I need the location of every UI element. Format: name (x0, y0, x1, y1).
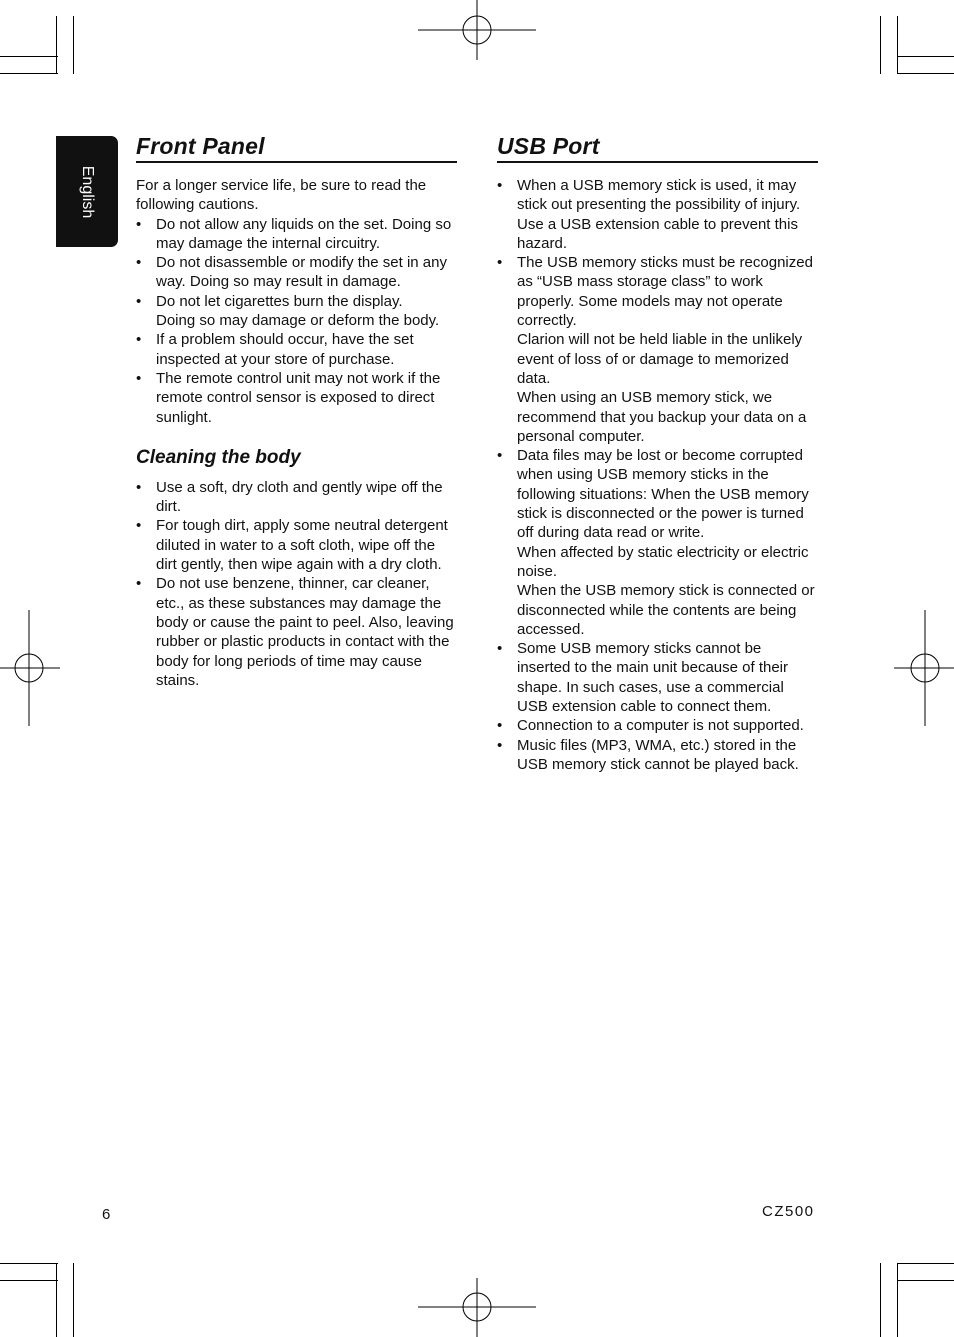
list-item: • Some USB memory sticks cannot be inserted to the main unit because of their shape. In such cases, use a commercial USB extension cable to connect them. (497, 639, 818, 716)
crop-mark (56, 1263, 57, 1337)
crop-mark (0, 1263, 58, 1264)
crop-mark (73, 1263, 74, 1337)
list-item: • Do not use benzene, thinner, car cleaner, etc., as these substances may damage the body or cause the paint to peel. Also, leaving rubber or plastic products in contact with the body for long periods of time may cause stains. (136, 574, 457, 690)
list-item: • The USB memory sticks must be recognized as “USB mass storage class” to work properly. Some models may not operate correctly. Clarion will not be held liable in the unlikely event of loss of or damage to memorized data. When using an USB memory stick, we recommend that you backup your data on a personal computer. (497, 253, 818, 446)
language-tab-label: English (79, 165, 96, 218)
list-item: • Do not allow any liquids on the set. Doing so may damage the internal circuitry. (136, 215, 457, 254)
list-item: • For tough dirt, apply some neutral detergent diluted in water to a soft cloth, wipe off the dirt gently, then wipe again with a dry cloth. (136, 516, 457, 574)
crop-mark (0, 56, 58, 57)
usb-port-list (497, 176, 818, 774)
crop-mark (897, 56, 954, 57)
registration-mark-icon (0, 610, 60, 726)
front-panel-intro: For a longer service life, be sure to read the following cautions. (136, 177, 427, 214)
crop-mark (56, 16, 57, 74)
page-number: 6 (102, 1206, 111, 1223)
list-item: • If a problem should occur, have the set inspected at your store of purchase. (136, 330, 457, 369)
crop-mark (897, 73, 954, 74)
list-item: • Do not disassemble or modify the set in any way. Doing so may result in damage. (136, 253, 457, 292)
list-item: • Do not let cigarettes burn the display. Doing so may damage or deform the body. (136, 292, 457, 331)
list-item: • Connection to a computer is not supported. (497, 716, 818, 735)
list-item: • When a USB memory stick is used, it may stick out presenting the possibility of injury. Use a USB extension cable to prevent this hazard. (497, 176, 818, 253)
crop-mark (73, 16, 74, 74)
list-item: • Use a soft, dry cloth and gently wipe off the dirt. (136, 478, 457, 517)
crop-mark (897, 1263, 898, 1337)
cleaning-list (136, 478, 457, 690)
usb-port-heading: USB Port (497, 132, 818, 163)
crop-mark (897, 1280, 954, 1281)
crop-mark (897, 16, 898, 74)
right-column (497, 132, 818, 774)
crop-mark (880, 1263, 881, 1337)
front-panel-list (136, 215, 457, 427)
list-item: • Music files (MP3, WMA, etc.) stored in the USB memory stick cannot be played back. (497, 736, 818, 775)
language-tab (56, 136, 118, 247)
registration-mark-icon (418, 1278, 536, 1337)
cleaning-heading: Cleaning the body (136, 446, 301, 468)
left-column (136, 132, 457, 690)
list-item: • The remote control unit may not work if the remote control sensor is exposed to direct sunlight. (136, 369, 457, 427)
crop-mark (880, 16, 881, 74)
registration-mark-icon (418, 0, 536, 60)
front-panel-heading: Front Panel (136, 132, 457, 163)
crop-mark (0, 1280, 58, 1281)
crop-mark (897, 1263, 954, 1264)
crop-mark (0, 73, 58, 74)
registration-mark-icon (894, 610, 954, 726)
model-name: CZ500 (762, 1203, 815, 1220)
list-item: • Data files may be lost or become corrupted when using USB memory sticks in the following situations: When the USB memory stick is disconnected or the power is turned off during data read or write. When affected by static electricity or electric noise. When the USB memory stick is connected or disconnected while the contents are being accessed. (497, 446, 818, 639)
